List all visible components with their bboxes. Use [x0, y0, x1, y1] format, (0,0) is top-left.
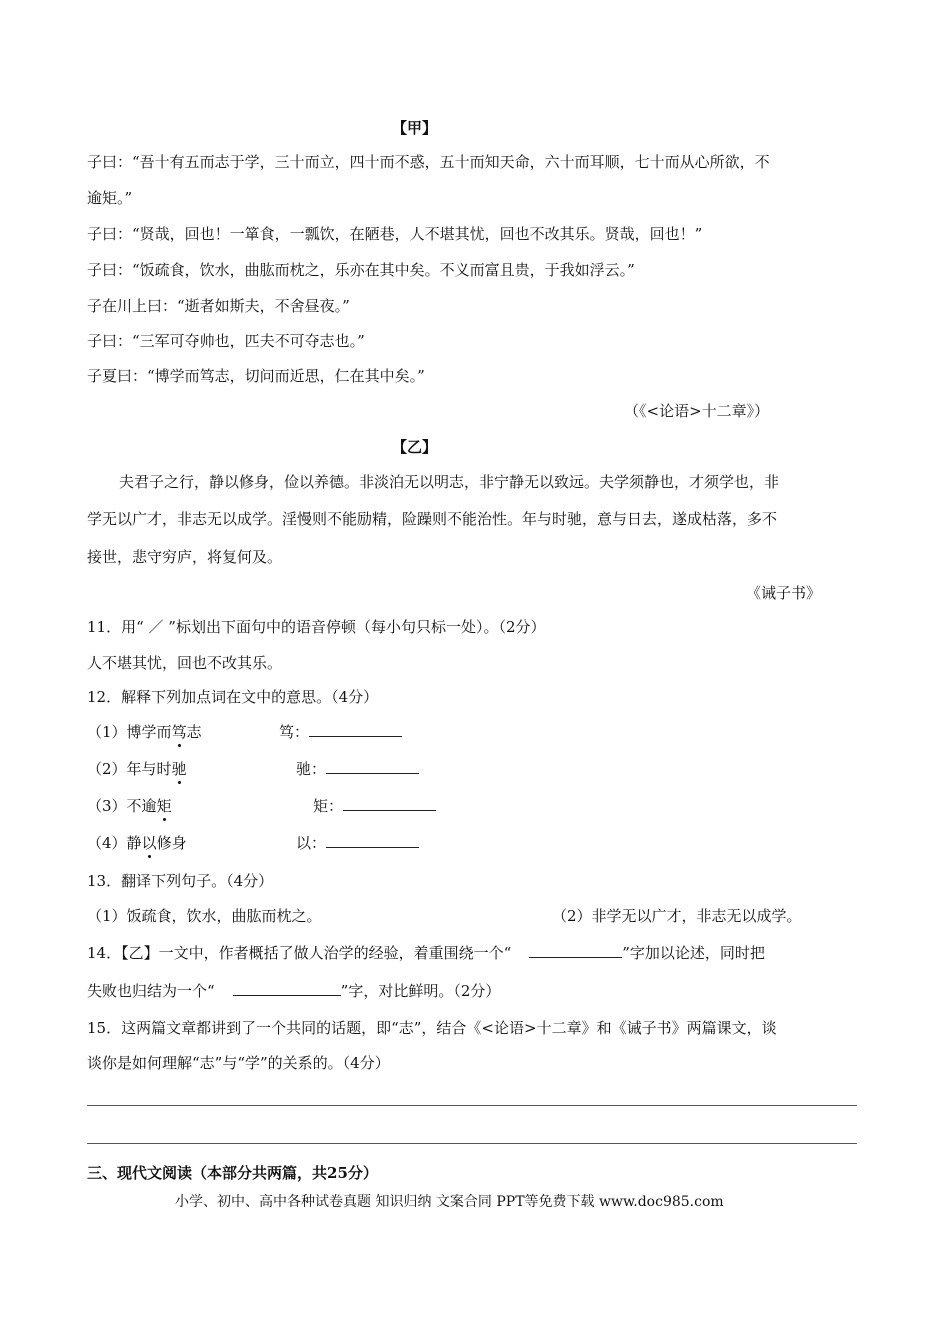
yi-heading: 【乙】: [392, 438, 438, 456]
q12-item-num: （2）: [87, 760, 127, 778]
q12-item-1: [87, 722, 202, 742]
jia-line: 子曰：“吾十有五而志于学，三十而立，四十而不惑，五十而知天命，六十而耳顺，七十而从心所欲，不: [87, 153, 770, 171]
q12-item-4: [87, 833, 187, 853]
q12-item-num: （4）: [87, 834, 127, 852]
jia-line: 子曰：“饭疏食，饮水，曲肱而枕之，乐亦在其中矣。不义而富且贵，于我如浮云。”: [87, 261, 635, 279]
q12-answer-3: [313, 796, 436, 816]
q13-sentence-2: （2）非学无以广才，非志无以成学。: [552, 907, 802, 925]
q12-item-pre: 年与时: [126, 760, 172, 778]
jia-line: 子夏曰：“博学而笃志，切问而近思，仁在其中矣。”: [87, 367, 425, 385]
footer-text: 小学、初中、高中各种试卷真题 知识归纳 文案合同 PPT等免费下载 www.doc985.com: [175, 1194, 724, 1210]
q12-item-num: （1）: [87, 723, 127, 741]
q14-text: 失败也归结为一个“: [87, 982, 215, 1000]
q11-sentence: 人不堪其忧，回也不改其乐。: [87, 654, 283, 672]
yi-line: 接世，悲守穷庐，将复何及。: [87, 548, 283, 566]
answer-blank[interactable]: [326, 759, 419, 774]
q13-sentence-1: （1）饭疏食，饮水，曲肱而枕之。: [87, 907, 322, 925]
q14-line-2: [87, 981, 500, 1001]
answer-blank[interactable]: [309, 722, 402, 737]
q14-text: ”字，对比鲜明。（2分）: [340, 982, 501, 1000]
q14-text: 14．【乙】一文中，作者概括了做人治学的经验，着重围绕一个“: [87, 944, 512, 962]
yi-line: 夫君子之行，静以修身，俭以养德。非淡泊无以明志，非宁静无以致远。夫学须静也，才须学也，非: [119, 473, 780, 491]
q14-line-1: [87, 943, 765, 963]
q12-key: 驰：: [296, 760, 327, 778]
q12-key: 笃：: [279, 723, 310, 741]
q11-stem: 11．用“ ／ ”标划出下面句中的语音停顿（每小句只标一处）。（2分）: [87, 618, 546, 636]
jia-heading: 【甲】: [392, 119, 438, 137]
q12-dotted-char: 驰: [171, 760, 187, 778]
q12-item-3: [87, 796, 172, 816]
yi-line: 学无以广才，非志无以成学。淫慢则不能励精，险躁则不能治性。年与时驰，意与日去，遂成枯落，多不: [87, 510, 778, 528]
q12-item-pre: 静: [126, 834, 142, 852]
q12-item-num: （3）: [87, 797, 127, 815]
jia-source: （《<论语>十二章》）: [624, 402, 770, 420]
jia-line: 逾矩。”: [87, 189, 133, 207]
yi-source: 《诫子书》: [746, 584, 822, 602]
answer-blank[interactable]: [326, 833, 419, 848]
q12-dotted-char: 以: [141, 834, 157, 852]
q12-dotted-char: 矩: [156, 797, 172, 815]
q12-item-pre: 博学而: [126, 723, 172, 741]
q12-key: 矩：: [313, 797, 344, 815]
q14-text: ”字加以论述，同时把: [622, 944, 765, 962]
jia-line: 子在川上曰：“逝者如斯夫，不舍昼夜。”: [87, 297, 350, 315]
answer-blank[interactable]: [343, 796, 436, 811]
answer-line[interactable]: [87, 1105, 857, 1106]
q15-line-2: 谈你是如何理解“志”与“学”的关系的。（4分）: [87, 1054, 390, 1072]
answer-line[interactable]: [87, 1143, 857, 1144]
q12-answer-2: [296, 759, 419, 779]
q12-item-post: 修身: [156, 834, 187, 852]
q12-item-pre: 不逾: [126, 797, 157, 815]
q15-line-1: 15．这两篇文章都讲到了一个共同的话题，即“志”，结合《<论语>十二章》和《诫子书》两篇课文，谈: [87, 1019, 777, 1037]
answer-blank[interactable]: [529, 943, 622, 958]
answer-blank[interactable]: [233, 981, 341, 996]
q12-answer-1: [279, 722, 402, 742]
q12-key: 以：: [296, 834, 327, 852]
jia-line: 子曰：“贤哉，回也！一箪食，一瓢饮，在陋巷，人不堪其忧，回也不改其乐。贤哉，回也！”: [87, 225, 703, 243]
q12-item-2: [87, 759, 187, 779]
q12-stem: 12．解释下列加点词在文中的意思。（4分）: [87, 688, 379, 706]
q12-item-post: 志: [186, 723, 202, 741]
q12-answer-4: [296, 833, 419, 853]
section-3-heading: 三、现代文阅读（本部分共两篇，共25分）: [87, 1164, 378, 1182]
q12-dotted-char: 笃: [171, 723, 187, 741]
q13-stem: 13．翻译下列句子。（4分）: [87, 872, 274, 890]
jia-line: 子曰：“三军可夺帅也，匹夫不可夺志也。”: [87, 332, 365, 350]
